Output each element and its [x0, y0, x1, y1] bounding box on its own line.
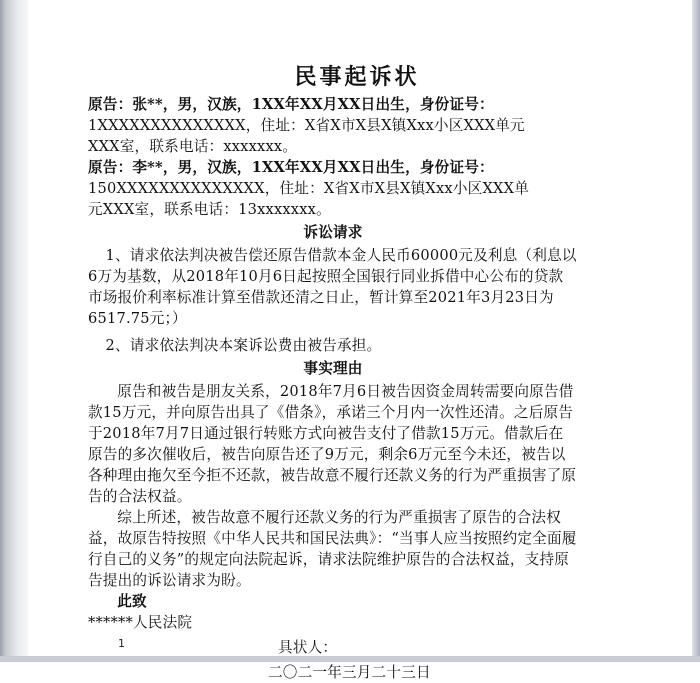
- defendant-line-2: 150XXXXXXXXXXXXXX，住址：X省X市X县X镇Xxx小区XXX单: [88, 180, 530, 197]
- window-frame-left: [0, 0, 28, 662]
- facts-paragraph-2: 综上所述，被告故意不履行还款义务的行为严重损害了原告的合法权益，故原告特按照《中华人民共和国民法典》：“当事人应当按照约定全面履行自己的义务”的规定向法院起诉，请求法院维护原告的合法权益，支持原告提出的诉讼请求为盼。: [88, 509, 577, 589]
- window-frame-right: [692, 0, 700, 662]
- claim-item-1: 1、请求依法判决被告偿还原告借款本金人民币60000元及利息（利息以6万为基数，从2018年10月6日起按照全国银行同业拆借中心公布的贷款市场报价利率标准计算至借款还清之日止，暂计算至2021年3月23日为6517.75元；）: [88, 247, 577, 327]
- facts-paragraph-1: 原告和被告是朋友关系，2018年7月6日被告因资金周转需要向原告借款15万元，并向原告出具了《借条》，承诺三个月内一次性还清。之后原告于2018年7月7日通过银行转账方式向被告支付了借款15万元。借款后在原告的多次催收后，被告向原告还了9万元，剩余6万元至今未还，被告以各种理由拖欠至今拒不还款，被告故意不履行还款义务的行为严重损害了原告的合法权益。: [88, 383, 577, 505]
- plaintiff-block: [88, 94, 578, 157]
- closing-date: 二〇二一年三月二十三日: [268, 664, 431, 681]
- claim-item-2: 2、请求依法判决本案诉讼费由被告承担。: [105, 337, 382, 354]
- plaintiff-line-2: 1XXXXXXXXXXXXXX，住址：X省X市X县X镇Xxx小区XXX单元: [88, 117, 525, 134]
- plaintiff-line-1: 原告：张**，男，汉族，1XX年XX月XX日出生，身份证号：: [88, 96, 494, 113]
- closing-signer: 具状人：: [278, 639, 338, 656]
- closing-court: ******人民法院: [88, 614, 193, 631]
- page-corner-mark: 1: [118, 637, 125, 650]
- document-body: [88, 94, 578, 683]
- document-title: 民事起诉状: [294, 65, 420, 90]
- closing-salutation: 此致: [117, 593, 147, 610]
- claims-heading: 诉讼请求: [303, 224, 363, 241]
- document-page: [30, 0, 684, 681]
- defendant-line-3: 元XXX室，联系电话：13xxxxxxx。: [88, 201, 331, 218]
- defendant-line-1: 原告：李**，男，汉族，1XX年XX月XX日出生，身份证号：: [88, 159, 494, 176]
- plaintiff-line-3: XXX室，联系电话：xxxxxxx。: [88, 138, 298, 155]
- facts-heading: 事实理由: [303, 360, 363, 377]
- defendant-block: [88, 157, 578, 220]
